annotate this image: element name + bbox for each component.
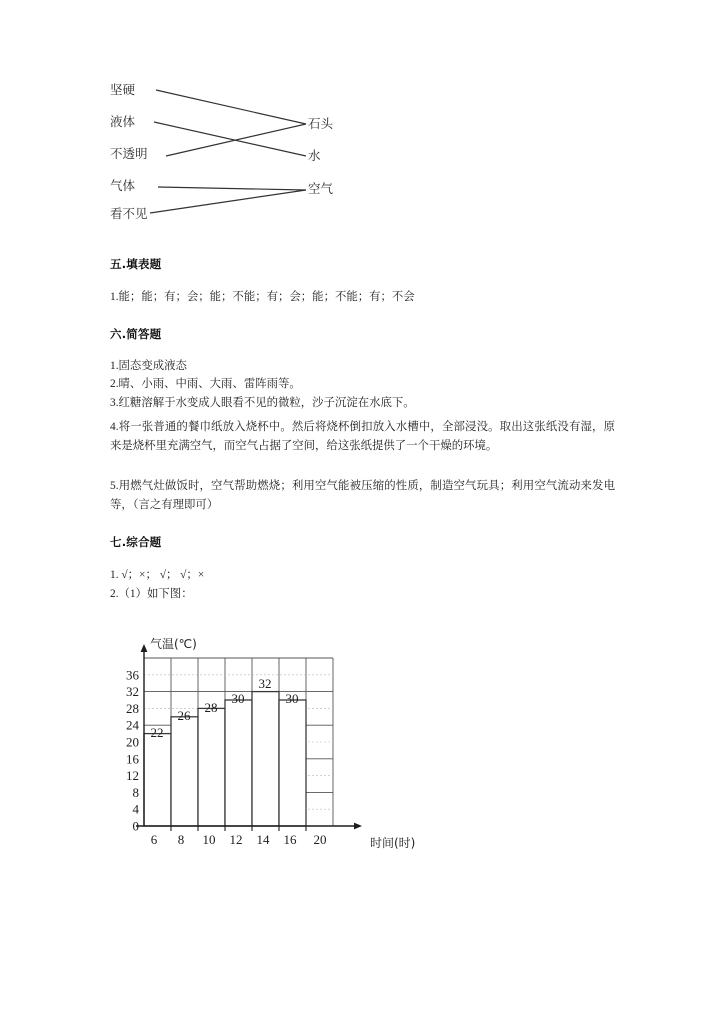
chart-bar-6 [144,734,171,826]
matching-diagram [110,80,370,225]
chart-bar-14 [252,692,279,826]
chart-value-8: 26 [177,708,191,723]
chart-ytick-0: 0 [132,818,139,834]
chart-value-12: 30 [231,691,245,706]
chart-xtick-10: 10 [202,832,216,847]
chart-value-10: 28 [204,700,218,715]
chart-ytick-12: 12 [126,768,139,784]
chart-bar-12 [225,700,252,826]
chart-ytick-24: 24 [126,717,139,733]
chart-ytick-32: 32 [126,684,139,700]
chart-y-axis-title: 气温(℃) [150,637,197,651]
chart-value-16: 30 [285,691,299,706]
match-left-item-hard[interactable]: 坚硬 [110,82,136,97]
temperature-bar-chart [108,636,438,861]
chart-bar-10 [198,708,225,826]
match-line-gas-air [158,187,306,190]
chart-y-axis-arrow [141,644,148,652]
section-heading-five: 五.填表题 [110,257,162,271]
section-six-answer-2: 2.晴、小雨、中雨、大雨、雷阵雨等。 [110,378,301,390]
chart-ytick-8: 8 [132,784,139,800]
chart-ytick-20: 20 [126,734,139,750]
chart-ytick-16: 16 [126,751,139,767]
chart-xtick-8: 8 [177,832,185,847]
chart-ytick-36: 36 [126,667,139,683]
chart-y-tick-labels [126,667,140,833]
chart-ytick-4: 4 [132,801,139,817]
section-heading-seven: 七.综合题 [110,535,162,549]
match-line-liquid-water [154,122,306,156]
match-line-hard-stone [156,90,306,124]
match-right-item-stone[interactable]: 石头 [308,116,334,131]
chart-x-axis-title: 时间(时) [370,836,416,850]
chart-xtick-14: 14 [256,832,270,847]
section-five-answer-1: 1.能；能；有；会；能；不能；有；会；能；不能；有；不会 [110,291,415,303]
match-right-item-water[interactable]: 水 [308,148,321,163]
chart-x-tick-labels [151,832,327,847]
section-heading-six: 六.简答题 [110,327,162,341]
match-left-item-gas[interactable]: 气体 [110,178,136,193]
chart-ytick-28: 28 [126,700,139,716]
chart-xtick-20: 20 [313,832,327,847]
chart-canvas [108,636,438,861]
matching-lines [110,80,370,225]
chart-bars [144,692,306,826]
section-six-answer-1: 1.固态变成液态 [110,360,187,372]
match-right-item-air[interactable]: 空气 [308,181,334,196]
section-six-answer-5: 5.用燃气灶做饭时，空气帮助燃烧；利用空气能被压缩的性质，制造空气玩具；利用空气流动来发电等，（言之有理即可） [110,480,615,511]
chart-x-axis-arrow [354,823,362,830]
chart-xtick-16: 16 [283,832,297,847]
match-line-invisible-air [150,190,306,213]
match-left-item-invisible[interactable]: 看不见 [110,206,148,221]
section-seven-answer-1: 1. √；×； √； √；× [110,569,205,581]
chart-value-14: 32 [258,676,272,691]
section-six-answer-3: 3.红糖溶解于水变成人眼看不见的微粒，沙子沉淀在水底下。 [110,397,415,409]
chart-xtick-6: 6 [150,832,158,847]
chart-value-6: 22 [150,725,164,740]
chart-x-tickmarks [171,826,306,831]
chart-bar-8 [171,717,198,826]
section-seven-answer-2: 2.（1）如下图： [110,588,193,600]
match-left-item-opaque[interactable]: 不透明 [110,146,148,161]
chart-xtick-12: 12 [229,832,243,847]
match-left-item-liquid[interactable]: 液体 [110,114,136,129]
section-six-answer-4: 4.将一张普通的餐巾纸放入烧杯中。然后将烧杯倒扣放入水槽中，全部浸没。取出这张纸没有湿，原来是烧杯里充满空气，而空气占据了空间，给这张纸提供了一个干燥的环境。 [110,421,615,452]
chart-bar-16 [279,700,306,826]
